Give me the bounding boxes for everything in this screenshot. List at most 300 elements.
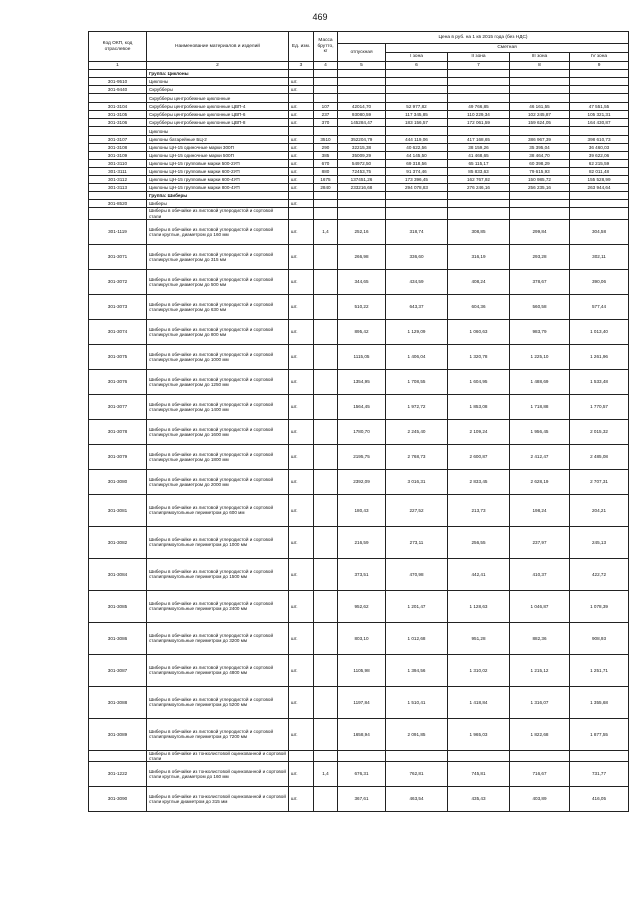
item-name-cell: Шиберы в обечайке из листовой углеродистой и сортовой сталикруглые диаметром до 630 мм: [147, 294, 289, 319]
unit-cell: шт.: [289, 200, 314, 208]
zone-1-price-cell: 1 394,56: [386, 654, 448, 686]
zone-1-price-cell: 52 977,82: [386, 103, 448, 111]
mass-cell: [314, 394, 338, 419]
zone-4-price-cell: 1 877,55: [570, 718, 629, 750]
table-row: [89, 526, 629, 558]
mass-cell: [314, 718, 338, 750]
table-row: [89, 176, 629, 184]
unit-cell: шт.: [289, 160, 314, 168]
zone-4-price-cell: 1 533,48: [570, 369, 629, 394]
zone-2-price-cell: 110 229,34: [448, 111, 510, 119]
mass-cell: 290: [314, 144, 338, 152]
unit-cell: шт.: [289, 786, 314, 811]
item-name-cell: Шиберы в обечайке из листовой углеродистой и сортовой стали: [147, 208, 289, 219]
zone-3-price-cell: 1 956,45: [510, 419, 570, 444]
zone-3-price-cell: 60 398,29: [510, 160, 570, 168]
zone-1-price-cell: 434,59: [386, 269, 448, 294]
table-row: [89, 269, 629, 294]
item-name-cell: Шиберы в обечайке из тонколистовой оцинкованной и сортовой стали круглые, диаметром до 160 мм: [147, 761, 289, 786]
zone-4-price-cell: [570, 208, 629, 219]
zone-4-price-cell: 1 770,57: [570, 394, 629, 419]
table-row: [89, 494, 629, 526]
zone-2-price-cell: 1 965,03: [448, 718, 510, 750]
header-zone-3: III зона: [510, 53, 570, 62]
zone-3-price-cell: 35 395,04: [510, 144, 570, 152]
item-name-cell: Шиберы в обечайке из листовой углеродистой и сортовой сталипрямоугольные периметром до 4800 мм: [147, 654, 289, 686]
unit-cell: [289, 208, 314, 219]
okp-code-cell: 301-3074: [89, 319, 147, 344]
unit-cell: шт.: [289, 244, 314, 269]
table-row: [89, 111, 629, 119]
table-row: [89, 558, 629, 590]
zone-4-price-cell: 245,13: [570, 526, 629, 558]
header-unit: Ед. изм.: [289, 32, 314, 62]
zone-4-price-cell: [570, 200, 629, 208]
item-name-cell: Циклоны ЦН-15 групповые марки 500-2УП: [147, 160, 289, 168]
okp-code-cell: 301-3081: [89, 494, 147, 526]
zone-4-price-cell: 304,58: [570, 219, 629, 244]
zone-3-price-cell: [510, 127, 570, 136]
unit-cell: [289, 127, 314, 136]
zone-3-price-cell: [510, 200, 570, 208]
zone-2-price-cell: 1 604,95: [448, 369, 510, 394]
okp-code-cell: 301-3073: [89, 294, 147, 319]
unit-cell: шт.: [289, 86, 314, 94]
zone-4-price-cell: 416,05: [570, 786, 629, 811]
unit-cell: [289, 94, 314, 103]
zone-3-price-cell: 2 412,47: [510, 444, 570, 469]
release-price-cell: 1658,94: [338, 718, 386, 750]
item-name-cell: Шиберы в обечайке из листовой углеродистой и сортовой сталикруглые диаметром до 2000 мм: [147, 469, 289, 494]
header-estimate: Сметная: [386, 44, 629, 53]
header-zone-4: IV зона: [570, 53, 629, 62]
zone-2-price-cell: 49 766,85: [448, 103, 510, 111]
table-row: [89, 78, 629, 86]
release-price-cell: 54972,50: [338, 160, 386, 168]
zone-3-price-cell: [510, 750, 570, 761]
zone-3-price-cell: 1 225,10: [510, 344, 570, 369]
zone-3-price-cell: [510, 86, 570, 94]
zone-3-price-cell: [510, 208, 570, 219]
zone-3-price-cell: 1 822,68: [510, 718, 570, 750]
zone-1-price-cell: 69 318,56: [386, 160, 448, 168]
mass-cell: [314, 78, 338, 86]
item-name-cell: Шиберы в обечайке из листовой углеродистой и сортовой сталипрямоугольные периметром до 1500 мм: [147, 558, 289, 590]
release-price-cell: 93080,59: [338, 111, 386, 119]
table-row: [89, 686, 629, 718]
unit-cell: шт.: [289, 718, 314, 750]
okp-code-cell: 301-1119: [89, 219, 147, 244]
okp-code-cell: 301-3105: [89, 111, 147, 119]
zone-3-price-cell: 560,58: [510, 294, 570, 319]
zone-2-price-cell: [448, 70, 510, 78]
header-mass: Масса брутто, кг: [314, 32, 338, 62]
okp-code-cell: 301-3080: [89, 469, 147, 494]
item-name-cell: Шиберы в обечайке из листовой углеродистой и сортовой сталипрямоугольные периметром до 7200 мм: [147, 718, 289, 750]
unit-cell: шт.: [289, 654, 314, 686]
item-name-cell: Шиберы в обечайке из листовой углеродистой и сортовой сталипрямоугольные периметром до 2400 мм: [147, 590, 289, 622]
zone-1-price-cell: [386, 200, 448, 208]
zone-4-price-cell: 47 551,55: [570, 103, 629, 111]
item-name-cell: Шиберы в обечайке из листовой углеродистой и сортовой сталикруглые диаметром до 1250 мм: [147, 369, 289, 394]
unit-cell: шт.: [289, 219, 314, 244]
mass-cell: [314, 344, 338, 369]
zone-1-price-cell: 762,81: [386, 761, 448, 786]
release-price-cell: 510,22: [338, 294, 386, 319]
item-name-cell: Шиберы: [147, 200, 289, 208]
mass-cell: 1,4: [314, 219, 338, 244]
zone-1-price-cell: 1 510,41: [386, 686, 448, 718]
table-row: [89, 344, 629, 369]
column-number: 5: [338, 62, 386, 70]
group-row: [89, 70, 629, 78]
zone-3-price-cell: 150 985,72: [510, 176, 570, 184]
zone-1-price-cell: 1 012,68: [386, 622, 448, 654]
mass-cell: [314, 494, 338, 526]
zone-3-price-cell: 102 245,87: [510, 111, 570, 119]
unit-cell: шт.: [289, 184, 314, 192]
release-price-cell: 676,31: [338, 761, 386, 786]
item-name-cell: Циклоны ЦН-15 одиночные марки 300П: [147, 144, 289, 152]
zone-3-price-cell: 1 488,69: [510, 369, 570, 394]
zone-3-price-cell: 38 464,70: [510, 152, 570, 160]
item-name-cell: Шиберы в обечайке из листовой углеродистой и сортовой стали круглые, диаметром до 160 мм: [147, 219, 289, 244]
column-number: 9: [570, 62, 629, 70]
zone-2-price-cell: [448, 78, 510, 86]
zone-4-price-cell: 390,06: [570, 269, 629, 294]
item-name-cell: Скрубберы центробежные циклонные: [147, 94, 289, 103]
mass-cell: 237: [314, 111, 338, 119]
column-number: 3: [289, 62, 314, 70]
release-price-cell: 1780,70: [338, 419, 386, 444]
zone-3-price-cell: 46 161,55: [510, 103, 570, 111]
zone-1-price-cell: [386, 78, 448, 86]
table-row: [89, 103, 629, 111]
mass-cell: [314, 94, 338, 103]
okp-code-cell: 301-3087: [89, 654, 147, 686]
zone-4-price-cell: 1 355,68: [570, 686, 629, 718]
zone-3-price-cell: 293,28: [510, 244, 570, 269]
table-row: [89, 590, 629, 622]
okp-code-cell: [89, 127, 147, 136]
item-name-cell: Группа: Шиберы: [147, 192, 289, 200]
zone-4-price-cell: 1 013,40: [570, 319, 629, 344]
zone-1-price-cell: 2 245,40: [386, 419, 448, 444]
table-row: [89, 152, 629, 160]
table-row: [89, 168, 629, 176]
release-price-cell: [338, 78, 386, 86]
release-price-cell: 2392,09: [338, 469, 386, 494]
table-row: [89, 136, 629, 144]
release-price-cell: 344,65: [338, 269, 386, 294]
okp-code-cell: 301-3084: [89, 558, 147, 590]
zone-4-price-cell: 2 015,32: [570, 419, 629, 444]
mass-cell: [314, 127, 338, 136]
page-number: 469: [312, 12, 328, 22]
item-name-cell: Шиберы в обечайке из листовой углеродистой и сортовой сталикруглые диаметром до 1600 мм: [147, 419, 289, 444]
column-number: 4: [314, 62, 338, 70]
okp-code-cell: 301-1222: [89, 761, 147, 786]
zone-2-price-cell: 1 128,63: [448, 590, 510, 622]
unit-cell: шт.: [289, 761, 314, 786]
table-row: [89, 469, 629, 494]
zone-2-price-cell: 316,19: [448, 244, 510, 269]
item-name-cell: Шиберы в обечайке из листовой углеродистой и сортовой сталипрямоугольные периметром до 5200 мм: [147, 686, 289, 718]
table-row: [89, 761, 629, 786]
unit-cell: шт.: [289, 344, 314, 369]
okp-code-cell: 301-3077: [89, 394, 147, 419]
unit-cell: шт.: [289, 168, 314, 176]
zone-3-price-cell: 386 967,39: [510, 136, 570, 144]
okp-code-cell: 301-3104: [89, 103, 147, 111]
mass-cell: [314, 686, 338, 718]
mass-cell: 107: [314, 103, 338, 111]
okp-code-cell: 301-3110: [89, 160, 147, 168]
subgroup-row: [89, 127, 629, 136]
unit-cell: шт.: [289, 526, 314, 558]
unit-cell: шт.: [289, 103, 314, 111]
zone-1-price-cell: [386, 208, 448, 219]
okp-code-cell: 301-3079: [89, 444, 147, 469]
release-price-cell: 1354,95: [338, 369, 386, 394]
table-row: [89, 200, 629, 208]
release-price-cell: 1564,45: [338, 394, 386, 419]
zone-3-price-cell: 256 235,16: [510, 184, 570, 192]
zone-4-price-cell: 731,77: [570, 761, 629, 786]
release-price-cell: 1115,05: [338, 344, 386, 369]
table-row: [89, 444, 629, 469]
zone-1-price-cell: 643,37: [386, 294, 448, 319]
okp-code-cell: [89, 94, 147, 103]
zone-2-price-cell: 256,55: [448, 526, 510, 558]
release-price-cell: 373,51: [338, 558, 386, 590]
zone-3-price-cell: [510, 78, 570, 86]
okp-code-cell: 301-3088: [89, 686, 147, 718]
okp-code-cell: 301-3108: [89, 144, 147, 152]
mass-cell: 2840: [314, 184, 338, 192]
zone-3-price-cell: 410,37: [510, 558, 570, 590]
subgroup-row: [89, 208, 629, 219]
release-price-cell: 180,43: [338, 494, 386, 526]
header-code: Код ОКП, код отраслевое: [89, 32, 147, 62]
mass-cell: [314, 86, 338, 94]
item-name-cell: Скрубберы центробежные циклонные ЦВП-4: [147, 103, 289, 111]
zone-2-price-cell: 65 115,17: [448, 160, 510, 168]
item-name-cell: Циклоны ЦН-15 групповые марки 600-2УП: [147, 168, 289, 176]
okp-code-cell: 301-3072: [89, 269, 147, 294]
zone-1-price-cell: [386, 750, 448, 761]
zone-2-price-cell: 2 833,45: [448, 469, 510, 494]
okp-code-cell: [89, 750, 147, 761]
zone-2-price-cell: 1 060,63: [448, 319, 510, 344]
mass-cell: [314, 70, 338, 78]
column-number: 2: [147, 62, 289, 70]
mass-cell: 385: [314, 152, 338, 160]
table-row: [89, 219, 629, 244]
item-name-cell: Циклоны ЦН-15 групповые марки 600-4УП: [147, 176, 289, 184]
zone-2-price-cell: 308,85: [448, 219, 510, 244]
okp-code-cell: 301-3089: [89, 718, 147, 750]
okp-code-cell: 301-3076: [89, 369, 147, 394]
mass-cell: [314, 269, 338, 294]
column-number: 8: [510, 62, 570, 70]
zone-3-price-cell: 1 215,12: [510, 654, 570, 686]
zone-2-price-cell: 1 310,02: [448, 654, 510, 686]
table-row: [89, 654, 629, 686]
release-price-cell: 803,10: [338, 622, 386, 654]
zone-4-price-cell: [570, 192, 629, 200]
table-row: [89, 369, 629, 394]
zone-4-price-cell: 1 251,71: [570, 654, 629, 686]
mass-cell: [314, 200, 338, 208]
release-price-cell: [338, 127, 386, 136]
item-name-cell: Циклоны: [147, 127, 289, 136]
zone-2-price-cell: 2 600,87: [448, 444, 510, 469]
zone-4-price-cell: [570, 94, 629, 103]
zone-3-price-cell: [510, 94, 570, 103]
item-name-cell: Циклоны: [147, 78, 289, 86]
mass-cell: [314, 654, 338, 686]
zone-2-price-cell: [448, 94, 510, 103]
mass-cell: [314, 192, 338, 200]
release-price-cell: 72453,75: [338, 168, 386, 176]
release-price-cell: [338, 200, 386, 208]
zone-1-price-cell: 470,98: [386, 558, 448, 590]
unit-cell: [289, 192, 314, 200]
zone-1-price-cell: 336,60: [386, 244, 448, 269]
zone-4-price-cell: [570, 750, 629, 761]
zone-4-price-cell: [570, 78, 629, 86]
zone-4-price-cell: 105 321,31: [570, 111, 629, 119]
zone-2-price-cell: 417 168,65: [448, 136, 510, 144]
unit-cell: шт.: [289, 294, 314, 319]
release-price-cell: 266,98: [338, 244, 386, 269]
okp-code-cell: 301-3112: [89, 176, 147, 184]
item-name-cell: Скрубберы центробежные циклонные ЦВП-6: [147, 111, 289, 119]
okp-code-cell: 301-3111: [89, 168, 147, 176]
mass-cell: [314, 244, 338, 269]
zone-1-price-cell: 40 622,56: [386, 144, 448, 152]
zone-1-price-cell: [386, 70, 448, 78]
zone-1-price-cell: 1 406,04: [386, 344, 448, 369]
zone-1-price-cell: [386, 86, 448, 94]
unit-cell: [289, 70, 314, 78]
item-name-cell: Шиберы в обечайке из листовой углеродистой и сортовой сталипрямоугольные периметром до 3200 мм: [147, 622, 289, 654]
zone-2-price-cell: 85 833,63: [448, 168, 510, 176]
mass-cell: 370: [314, 119, 338, 127]
table-row: [89, 419, 629, 444]
zone-2-price-cell: 745,81: [448, 761, 510, 786]
zone-3-price-cell: 882,36: [510, 622, 570, 654]
zone-2-price-cell: [448, 200, 510, 208]
zone-4-price-cell: 2 485,08: [570, 444, 629, 469]
zone-2-price-cell: 1 853,08: [448, 394, 510, 419]
release-price-cell: [338, 70, 386, 78]
zone-2-price-cell: 408,24: [448, 269, 510, 294]
okp-code-cell: 301-3071: [89, 244, 147, 269]
zone-1-price-cell: [386, 94, 448, 103]
subgroup-row: [89, 750, 629, 761]
release-price-cell: [338, 192, 386, 200]
zone-4-price-cell: 398 610,73: [570, 136, 629, 144]
unit-cell: шт.: [289, 144, 314, 152]
unit-cell: шт.: [289, 622, 314, 654]
unit-cell: шт.: [289, 469, 314, 494]
zone-1-price-cell: 2 768,73: [386, 444, 448, 469]
unit-cell: шт.: [289, 119, 314, 127]
unit-cell: шт.: [289, 269, 314, 294]
mass-cell: [314, 558, 338, 590]
item-name-cell: Шиберы в обечайке из листовой углеродистой и сортовой сталикруглые диаметром до 800 мм: [147, 319, 289, 344]
zone-3-price-cell: 79 615,93: [510, 168, 570, 176]
release-price-cell: 1197,84: [338, 686, 386, 718]
zone-1-price-cell: 91 374,46: [386, 168, 448, 176]
zone-2-price-cell: 2 109,24: [448, 419, 510, 444]
zone-2-price-cell: 435,43: [448, 786, 510, 811]
header-release: отпускная: [338, 44, 386, 62]
okp-code-cell: [89, 70, 147, 78]
unit-cell: шт.: [289, 319, 314, 344]
zone-1-price-cell: [386, 192, 448, 200]
release-price-cell: 1105,98: [338, 654, 386, 686]
zone-4-price-cell: 39 622,06: [570, 152, 629, 160]
release-price-cell: 216,59: [338, 526, 386, 558]
table-row: [89, 622, 629, 654]
zone-2-price-cell: 604,36: [448, 294, 510, 319]
zone-4-price-cell: 1 261,96: [570, 344, 629, 369]
release-price-cell: 952,62: [338, 590, 386, 622]
subgroup-row: [89, 94, 629, 103]
okp-code-cell: 301-3107: [89, 136, 147, 144]
release-price-cell: [338, 750, 386, 761]
mass-cell: [314, 526, 338, 558]
column-number: 1: [89, 62, 147, 70]
release-price-cell: [338, 208, 386, 219]
zone-1-price-cell: 294 078,83: [386, 184, 448, 192]
zone-1-price-cell: 1 201,47: [386, 590, 448, 622]
zone-1-price-cell: 3 016,31: [386, 469, 448, 494]
zone-4-price-cell: 82 011,48: [570, 168, 629, 176]
column-number: 6: [386, 62, 448, 70]
zone-1-price-cell: 44 145,50: [386, 152, 448, 160]
okp-code-cell: 301-3078: [89, 419, 147, 444]
unit-cell: шт.: [289, 136, 314, 144]
zone-2-price-cell: [448, 127, 510, 136]
zone-2-price-cell: 951,28: [448, 622, 510, 654]
item-name-cell: Группа: Циклоны: [147, 70, 289, 78]
mass-cell: [314, 444, 338, 469]
release-price-cell: 352204,79: [338, 136, 386, 144]
table-row: [89, 786, 629, 811]
zone-1-price-cell: 173 396,45: [386, 176, 448, 184]
zone-3-price-cell: 1 046,87: [510, 590, 570, 622]
okp-code-cell: 301-3106: [89, 119, 147, 127]
mass-cell: 1,4: [314, 761, 338, 786]
okp-code-cell: [89, 208, 147, 219]
zone-4-price-cell: 204,21: [570, 494, 629, 526]
zone-1-price-cell: 227,52: [386, 494, 448, 526]
column-number-row: [89, 62, 629, 70]
okp-code-cell: 301-3113: [89, 184, 147, 192]
zone-2-price-cell: 442,41: [448, 558, 510, 590]
release-price-cell: [338, 86, 386, 94]
mass-cell: [314, 590, 338, 622]
mass-cell: [314, 319, 338, 344]
table-row: [89, 394, 629, 419]
release-price-cell: [338, 94, 386, 103]
zone-3-price-cell: 1 316,07: [510, 686, 570, 718]
item-name-cell: Шиберы в обечайке из тонколистовой оцинкованной и сортовой стали: [147, 750, 289, 761]
